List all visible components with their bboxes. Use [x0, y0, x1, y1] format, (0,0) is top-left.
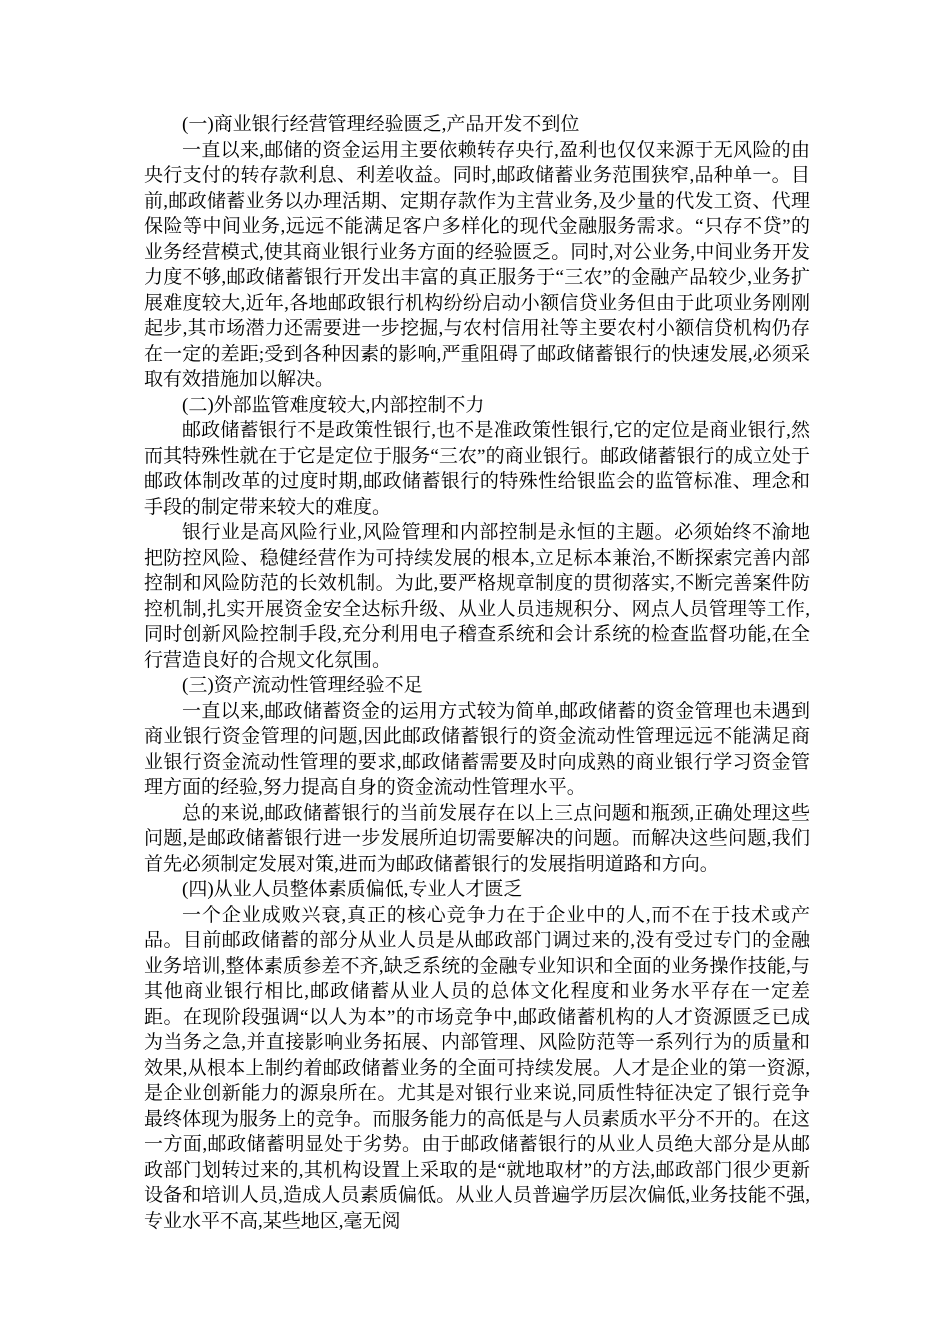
section-heading-3: (三)资产流动性管理经验不足: [182, 675, 423, 696]
paragraph: 一直以来,邮储的资金运用主要依赖转存央行,盈利也仅仅来源于无风险的由央行支付的转存款利息、利差收益。同时,邮政储蓄业务范围狭窄,品种单一。目前,邮政储蓄业务以办理活期、定期存款作为主营业务,及少量的代发工资、代理保险等中间业务,远远不能满足客户多样化的现代金融服务需求。“只存不贷”的业务经营模式,使其商业银行业务方面的经验匮乏。同时,对公业务,中间业务开发力度不够,邮政储蓄银行开发出丰富的真正服务于“三农”的金融产品较少,业务扩展难度较大,近年,各地邮政银行机构纷纷启动小额信贷业务但由于此项业务刚刚起步,其市场潜力还需要进一步挖掘,与农村信用社等主要农村小额信贷机构仍存在一定的差距;受到各种因素的影响,严重阻碍了邮政储蓄银行的快速发展,必须采取有效措施加以解决。: [144, 139, 810, 390]
document-body: [144, 112, 810, 1234]
paragraph: 总的来说,邮政储蓄银行的当前发展存在以上三点问题和瓶颈,正确处理这些问题,是邮政储蓄银行进一步发展所迫切需要解决的问题。而解决这些问题,我们首先必须制定发展对策,进而为邮政储蓄银行的发展指明道路和方向。: [144, 802, 810, 875]
paragraph: 一个企业成败兴衰,真正的核心竞争力在于企业中的人,而不在于技术或产品。目前邮政储蓄的部分从业人员是从邮政部门调过来的,没有受过专门的金融业务培训,整体素质参差不齐,缺乏系统的金融专业知识和全面的业务操作技能,与其他商业银行相比,邮政储蓄从业人员的总体文化程度和业务水平存在一定差距。在现阶段强调“以人为本”的市场竞争中,邮政储蓄机构的人才资源匮乏已成为当务之急,并直接影响业务拓展、内部管理、风险防范等一系列行为的质量和效果,从根本上制约着邮政储蓄业务的全面可持续发展。人才是企业的第一资源,是企业创新能力的源泉所在。尤其是对银行业来说,同质性特征决定了银行竞争最终体现为服务上的竞争。而服务能力的高低是与人员素质水平分不开的。在这一方面,邮政储蓄明显处于劣势。由于邮政储蓄银行的从业人员绝大部分是从邮政部门划转过来的,其机构设置上采取的是“就地取材”的方法,邮政部门很少更新设备和培训人员,造成人员素质偏低。从业人员普遍学历层次偏低,业务技能不强,专业水平不高,某些地区,毫无阅: [144, 904, 810, 1232]
section-heading-2: (二)外部监管难度较大,内部控制不力: [182, 394, 485, 416]
paragraph: 邮政储蓄银行不是政策性银行,也不是准政策性银行,它的定位是商业银行,然而其特殊性就在于它是定位于服务“三农”的商业银行。邮政储蓄银行的成立处于邮政体制改革的过度时期,邮政储蓄银行的特殊性给银监会的监管标准、理念和手段的制定带来较大的难度。: [144, 420, 810, 518]
section-heading-4: (四)从业人员整体素质偏低,专业人才匮乏: [182, 879, 523, 900]
section-heading-1: (一)商业银行经营管理经验匮乏,产品开发不到位: [182, 114, 580, 135]
paragraph: 一直以来,邮政储蓄资金的运用方式较为简单,邮政储蓄的资金管理也未遇到商业银行资金管理的问题,因此邮政储蓄银行的资金流动性管理远远不能满足商业银行资金流动性管理的要求,邮政储蓄需要及时向成熟的商业银行学习资金管理方面的经验,努力提高自身的资金流动性管理水平。: [144, 700, 810, 798]
paragraph: 银行业是高风险行业,风险管理和内部控制是永恒的主题。必须始终不渝地把防控风险、稳健经营作为可持续发展的根本,立足标本兼治,不断探索完善内部控制和风险防范的长效机制。为此,要严格规章制度的贯彻落实,不断完善案件防控机制,扎实开展资金安全达标升级、从业人员违规积分、网点人员管理等工作,同时创新风险控制手段,充分利用电子稽查系统和会计系统的检查监督功能,在全行营造良好的合规文化氛围。: [144, 522, 810, 671]
